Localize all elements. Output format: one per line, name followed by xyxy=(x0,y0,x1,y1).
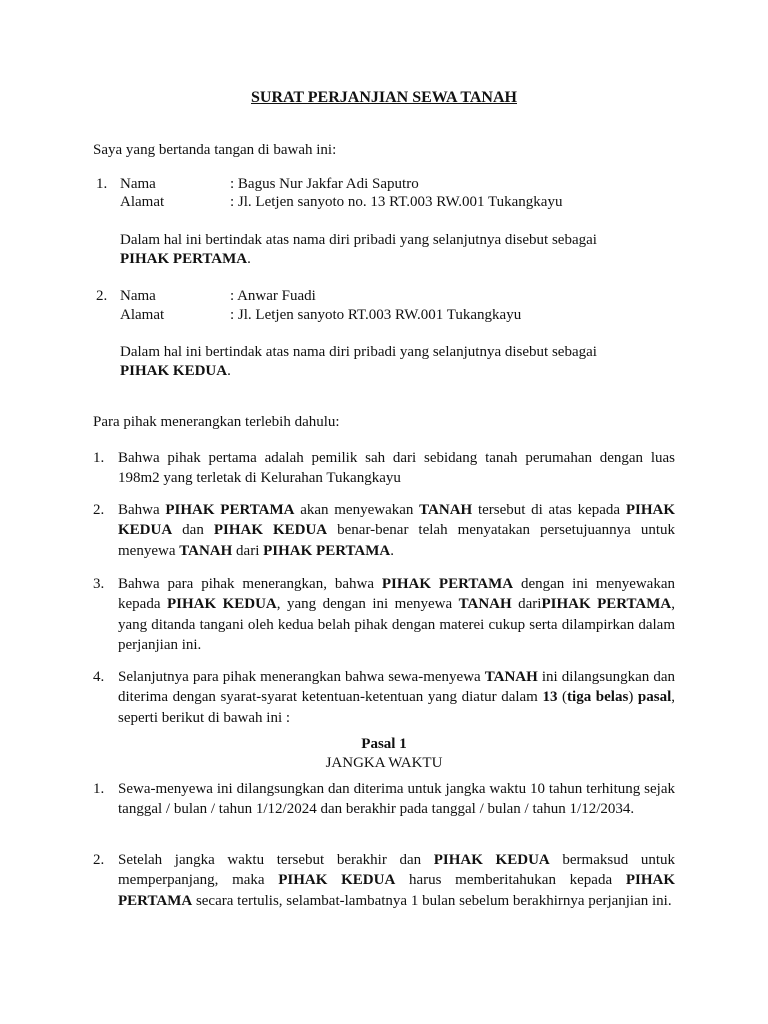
article-1-subheading: JANGKA WAKTU xyxy=(325,755,443,771)
party-term: PIHAK KEDUA xyxy=(118,502,675,539)
statement-1-number: 1. xyxy=(93,450,105,466)
statement-4-text-part: ( xyxy=(557,689,568,706)
party-term: PIHAK KEDUA xyxy=(433,852,550,868)
party-1-name-label: Nama xyxy=(120,176,156,192)
party-2-address-label: Alamat xyxy=(120,307,165,323)
statement-4-text-part: ) xyxy=(628,689,638,706)
statement-2-text-part: Bahwa xyxy=(118,502,166,518)
party-2-role-text: Dalam hal ini bertindak atas nama diri pribadi yang selanjutnya disebut sebagai xyxy=(120,344,597,360)
party-1-role-name: PIHAK PERTAMA xyxy=(120,251,248,267)
party-1-name-value: : Bagus Nur Jakfar Adi Saputro xyxy=(230,176,419,192)
land-term: TANAH xyxy=(458,596,512,613)
party-term: PIHAK KEDUA xyxy=(278,872,396,889)
statement-3-text-part: Bahwa para pihak menerangkan, bahwa xyxy=(118,576,382,592)
statement-3-number: 3. xyxy=(93,576,105,592)
article-1-item-2-text xyxy=(118,850,675,911)
article-word: pasal xyxy=(637,689,672,706)
statement-1-text: Bahwa pihak pertama adalah pemilik sah dari sebidang tanah perumahan dengan luas 198m2 yang terletak di Kelurahan Tukangkayu xyxy=(118,450,675,487)
statement-4-text-part: , seperti berikut di bawah ini : xyxy=(118,689,676,726)
statement-3-text xyxy=(118,574,675,655)
party-term: PIHAK PERTAMA xyxy=(381,576,514,592)
statement-2-text-part: dan xyxy=(172,522,214,539)
statement-2-text-part: akan menyewakan xyxy=(294,502,420,518)
party-2-role-line xyxy=(120,361,231,381)
statement-3-text-part: dari xyxy=(511,596,542,613)
party-1-address-label: Alamat xyxy=(120,194,165,210)
party-term: PIHAK KEDUA xyxy=(213,522,328,539)
party-2-name-label: Nama xyxy=(120,288,156,304)
statement-2-text-part: dari xyxy=(232,542,264,559)
article-1-item-1-number: 1. xyxy=(93,781,105,797)
party-1-address-value: : Jl. Letjen sanyoto no. 13 RT.003 RW.001 Tukangkayu xyxy=(230,194,563,210)
party-2-role-end: . xyxy=(227,363,231,379)
party-term: PIHAK PERTAMA xyxy=(165,502,295,518)
land-term: TANAH xyxy=(484,669,538,685)
article-1-item-2-number: 2. xyxy=(93,852,105,868)
party-term: PIHAK PERTAMA xyxy=(541,596,672,613)
article-count: 13 xyxy=(542,689,558,706)
article-count-words: tiga belas xyxy=(567,689,629,706)
statement-intro: Para pihak menerangkan terlebih dahulu: xyxy=(93,414,340,430)
article-1-item-2-text-part: bermaksud untuk memperpanjang, maka xyxy=(118,852,675,889)
document-title: SURAT PERJANJIAN SEWA TANAH xyxy=(251,89,517,106)
article-1-item-2-text-part: Setelah jangka waktu tersebut berakhir dan xyxy=(118,852,434,868)
intro-text: Saya yang bertanda tangan di bawah ini: xyxy=(93,142,337,158)
statement-2-text xyxy=(118,500,675,561)
party-1-number: 1. xyxy=(96,176,108,192)
party-term: PIHAK KEDUA xyxy=(166,596,277,613)
party-2-role-name: PIHAK KEDUA xyxy=(120,363,228,379)
article-1-heading: Pasal 1 xyxy=(361,736,407,752)
statement-2-text-part: benar-benar telah menyatakan persetujuannya untuk menyewa xyxy=(118,522,675,559)
statement-2-text-part: . xyxy=(390,542,394,559)
party-2-number: 2. xyxy=(96,288,108,304)
article-1-item-1-text: Sewa-menyewa ini dilangsungkan dan diterima untuk jangka waktu 10 tahun terhitung sejak tanggal / bulan / tahun 1/12/2024 dan berakhir pada tanggal / bulan / tahun 1/12/2034. xyxy=(118,781,675,818)
party-term: PIHAK PERTAMA xyxy=(263,542,391,559)
party-1-role-text: Dalam hal ini bertindak atas nama diri pribadi yang selanjutnya disebut sebagai xyxy=(120,232,597,248)
statement-3-text-part: , yang ditanda tangani oleh kedua belah pihak dengan materei cukup serta dilampirkan dalam perjanjian ini. xyxy=(118,596,676,653)
land-term: TANAH xyxy=(419,502,473,518)
party-term: PIHAK PERTAMA xyxy=(118,872,675,909)
article-1-item-2-text-part: secara tertulis, selambat-lambatnya 1 bulan sebelum berakhirnya perjanjian ini. xyxy=(192,892,672,909)
statement-3-text-part: , yang dengan ini menyewa xyxy=(276,596,459,613)
statement-4-text xyxy=(118,667,675,728)
party-2-name-value: : Anwar Fuadi xyxy=(230,288,316,304)
party-2-address-value: : Jl. Letjen sanyoto RT.003 RW.001 Tukangkayu xyxy=(230,307,522,323)
statement-2-text-part: tersebut di atas kepada xyxy=(472,502,626,518)
statement-4-number: 4. xyxy=(93,669,105,685)
party-1-role-line xyxy=(120,249,251,269)
statement-4-text-part: Selanjutnya para pihak menerangkan bahwa sewa-menyewa xyxy=(118,669,485,685)
statement-4-text-part: ini dilangsungkan dan diterima dengan syarat-syarat ketentuan-ketentuan yang diatur dalam xyxy=(118,669,675,706)
party-1-role-end: . xyxy=(247,251,251,267)
statement-2-number: 2. xyxy=(93,502,105,518)
land-term: TANAH xyxy=(179,542,233,559)
statement-3-text-part: dengan ini menyewakan kepada xyxy=(118,576,675,613)
article-1-item-2-text-part: harus memberitahukan kepada xyxy=(395,872,626,889)
